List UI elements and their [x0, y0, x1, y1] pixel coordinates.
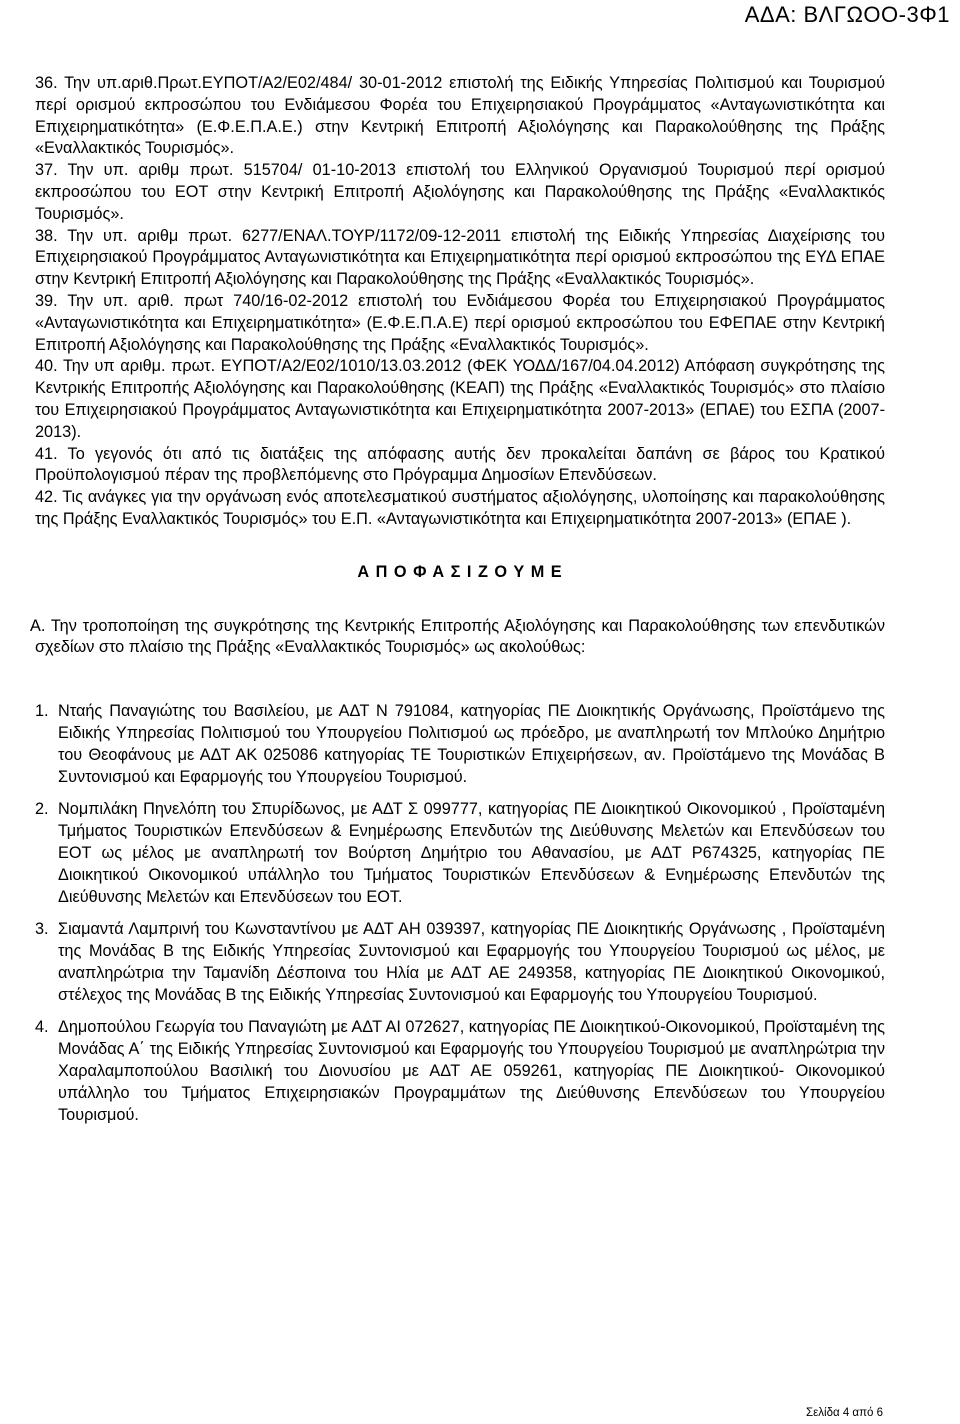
list-item — [35, 701, 885, 788]
paragraph-39: 39. Την υπ. αριθ. πρωτ 740/16-02-2012 επιστολή του Ενδιάμεσου Φορέα του Επιχειρησιακού Προγράμματος «Ανταγωνιστικότητα και Επιχειρηματικότητα» (Ε.Φ.Ε.Π.Α.Ε) περί ορισμού εκπροσώπου του ΕΦΕΠΑΕ στην Κεντρική Επιτροπή Αξιολόγησης και Παρακολούθησης της Πράξης «Εναλλακτικός Τουρισμός». — [35, 291, 885, 354]
list-item-number: 2. — [35, 800, 49, 819]
paragraph-37: 37. Την υπ. αριθμ πρωτ. 515704/ 01-10-2013 επιστολή του Ελληνικού Οργανισμού Τουρισμού περί ορισμού εκπροσώπου του ΕΟΤ στην Κεντρική Επιτροπή Αξιολόγησης και Παρακολούθησης της Πράξης «Εναλλακτικός Τουρισμός». — [35, 161, 885, 223]
committee-members-list — [35, 701, 885, 1126]
list-item-text: Δημοπούλου Γεωργία του Παναγιώτη με ΑΔΤ ΑΙ 072627, κατηγορίας ΠΕ Διοικητικού-Οικονομικού, Προϊσταμένη της Μονάδας Α΄ της Ειδικής Υπηρεσίας Συντονισμού και Εφαρμογής του Υπουργείου Τουρισμού με αναπληρώτρια την Χαραλαμποπούλου Βασιλική του Διονυσίου με ΑΔΤ ΑΕ 059261, κατηγορίας ΠΕ Διοικητικού- Οικονομικού υπάλληλο του Τμήματος Επιχειρησιακών Προγραμμάτων της Διεύθυνσης Επενδύσεων του Υπουργείου Τουρισμού. — [58, 1018, 885, 1124]
list-item-number: 4. — [35, 1018, 49, 1037]
list-item — [35, 1017, 885, 1126]
paragraph-36: 36. Την υπ.αριθ.Πρωτ.ΕΥΠΟΤ/Α2/Ε02/484/ 30-01-2012 επιστολή της Ειδικής Υπηρεσίας Πολιτισμού και Τουρισμού περί ορισμού εκπροσώπου του Ενδιάμεσου Φορέα του Επιχειρησιακού Προγράμματος «Ανταγωνιστικότητα και Επιχειρηματικότητα» (Ε.Φ.Ε.Π.Α.Ε.) στην Κεντρική Επιτροπή Αξιολόγησης και Παρακολούθησης της Πράξης «Εναλλακτικός Τουρισμός». — [35, 74, 885, 158]
paragraph-38: 38. Την υπ. αριθμ πρωτ. 6277/ΕΝΑΛ.ΤΟΥΡ/1172/09-12-2011 επιστολή της Ειδικής Υπηρεσίας Διαχείρισης του Επιχειρησιακού Προγράμματος Ανταγωνιστικότητα και Επιχειρηματικότητα περί ορισμού εκπροσώπου της ΕΥΔ ΕΠΑΕ στην Κεντρική Επιτροπή Αξιολόγησης και Παρακολούθησης της Πράξης «Εναλλακτικός Τουρισμός». — [35, 226, 885, 289]
decision-heading: Α Π Ο Φ Α Σ Ι Ζ Ο Υ Μ Ε — [357, 562, 563, 581]
section-a-paragraph — [30, 616, 885, 660]
ada-code-header: ΑΔΑ: ΒΛΓΩΟΟ-3Φ1 — [744, 2, 950, 27]
page-number: Σελίδα 4 από 6 — [806, 1407, 883, 1419]
list-item-text: Σιαμαντά Λαμπρινή του Κωνσταντίνου με ΑΔΤ ΑΗ 039397, κατηγορίας ΠΕ Διοικητικής Οργάνωσης , Προϊσταμένη της Μονάδας Β της Ειδικής Υπηρεσίας Συντονισμού και Εφαρμογής του Υπουργείου Τουρισμού ως μέλος, με αναπληρώτρια την Ταμανίδη Δέσποινα του Ηλία με ΑΔΤ ΑΕ 249358, κατηγορίας ΠΕ Διοικητικού Οικονομικού, στέλεχος της Μονάδας Β της Ειδικής Υπηρεσίας Συντονισμού και Εφαρμογής του Υπουργείου Τουρισμού. — [58, 920, 885, 1004]
list-item-number: 3. — [35, 920, 49, 939]
document-body — [30, 73, 885, 1137]
paragraph-41: 41. Το γεγονός ότι από τις διατάξεις της απόφασης αυτής δεν προκαλείται δαπάνη σε βάρος του Κρατικού Προϋπολογισμού πέραν της προβλεπόμενης στο Πρόγραμμα Δημοσίων Επενδύσεων. — [35, 444, 885, 485]
list-item-number: 1. — [35, 702, 49, 721]
list-item — [35, 919, 885, 1006]
list-item-text: Νομπιλάκη Πηνελόπη του Σπυρίδωνος, με ΑΔΤ Σ 099777, κατηγορίας ΠΕ Διοικητικού Οικονομικού , Προϊσταμένη Τμήματος Τουριστικών Επενδύσεων & Ενημέρωσης Επενδυτών της Διεύθυνσης Μελετών και Επενδύσεων του ΕΟΤ ως μέλος με αναπληρωτή τον Βούρτση Δημήτριο του Αθανασίου, με ΑΔΤ Ρ674325, κατηγορίας ΠΕ Διοικητικού Οικονομικού υπάλληλο του Τμήματος Τουριστικών Επενδύσεων & Ενημέρωσης Επενδυτών της Διεύθυνσης Μελετών και Επενδύσεων του ΕΟΤ. — [58, 800, 885, 906]
section-a-label: Α. — [30, 616, 46, 635]
list-item — [35, 799, 885, 908]
paragraph-40: 40. Την υπ αριθμ. πρωτ. ΕΥΠΟΤ/Α2/Ε02/1010/13.03.2012 (ΦΕΚ ΥΟΔΔ/167/04.04.2012) Απόφαση συγκρότησης της Κεντρικής Επιτροπής Αξιολόγησης και Παρακολούθησης (ΚΕΑΠ) της Πράξης «Εναλλακτικός Τουρισμός» στο πλαίσιο του Επιχειρησιακού Προγράμματος Ανταγωνιστικότητα και Επιχειρηματικότητα 2007-2013» (ΕΠΑΕ) του ΕΣΠΑ (2007-2013). — [35, 357, 885, 441]
list-item-text: Νταής Παναγιώτης του Βασιλείου, με ΑΔΤ Ν 791084, κατηγορίας ΠΕ Διοικητικής Οργάνωσης, Προϊστάμενο της Ειδικής Υπηρεσίας Πολιτισμού του Υπουργείου Πολιτισμού ως πρόεδρο, με αναπληρωτή τον Μπλούκο Δημήτριο του Θεοφάνους με ΑΔΤ ΑΚ 025086 κατηγορίας ΤΕ Τουριστικών Επιχειρήσεων, αν. Προϊστάμενο της Μονάδας Β Συντονισμού και Εφαρμογής του Υπουργείου Τουρισμού. — [58, 702, 885, 786]
section-a-text: Την τροποποίηση της συγκρότησης της Κεντρικής Επιτροπής Αξιολόγησης και Παρακολούθησης των επενδυτικών σχεδίων στο πλαίσιο της Πράξης «Εναλλακτικός Τουρισμός» ως ακολούθως: — [35, 616, 885, 657]
paragraph-42: 42. Τις ανάγκες για την οργάνωση ενός αποτελεσματικού συστήματος αξιολόγησης, υλοποίησης και παρακολούθησης της Πράξης Εναλλακτικός Τουρισμός» του Ε.Π. «Ανταγωνιστικότητα και Επιχειρηματικότητα 2007-2013» (ΕΠΑΕ ). — [35, 488, 885, 528]
